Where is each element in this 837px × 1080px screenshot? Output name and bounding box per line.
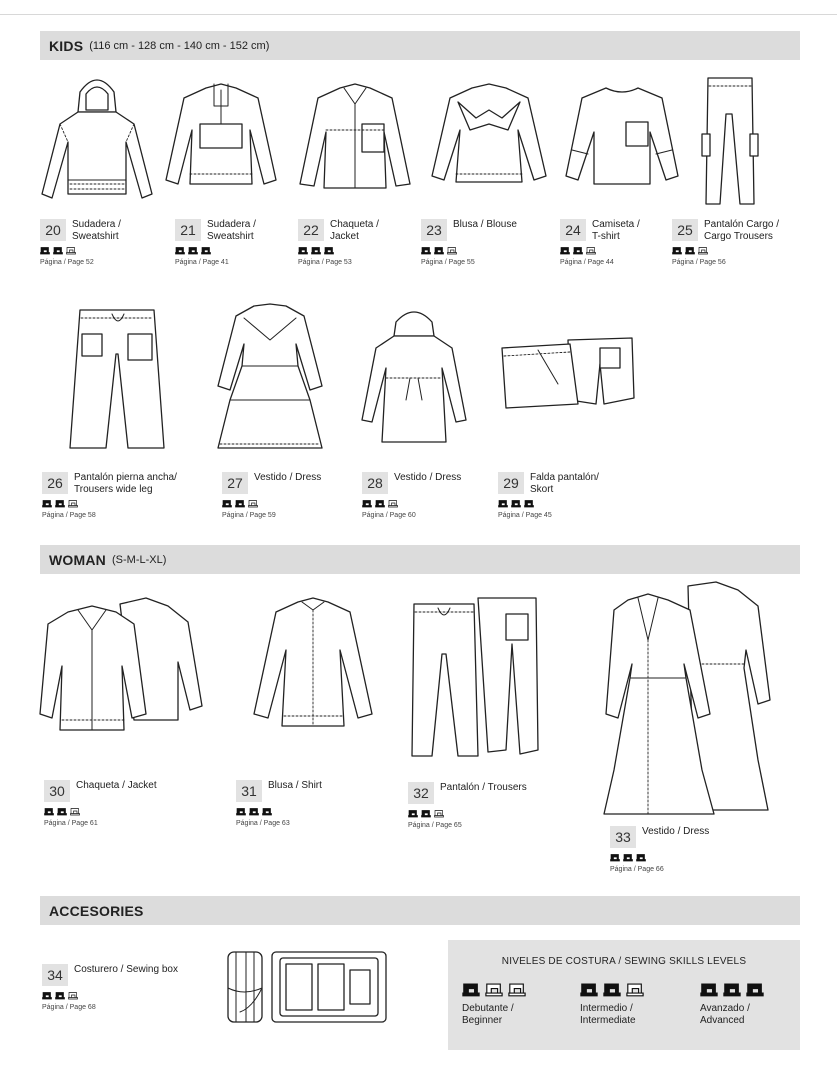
legend-title: NIVELES DE COSTURA / SEWING SKILLS LEVELS	[501, 956, 747, 967]
item-number: 33	[610, 826, 636, 848]
skill-level-icons	[362, 499, 398, 508]
sewing-machine-outline-icon	[698, 246, 708, 255]
item-name: Pantalón Cargo / Cargo Trousers	[704, 219, 780, 242]
item-number: 23	[421, 219, 447, 241]
legend-advanced	[700, 982, 764, 1027]
sewing-machine-filled-icon	[55, 499, 65, 508]
sewing-machine-filled-icon	[723, 982, 741, 997]
item-name: Sudadera / Sweatshirt	[72, 219, 121, 242]
item-name: Sudadera / Sweatshirt	[207, 219, 256, 242]
sewing-machine-filled-icon	[298, 246, 308, 255]
skill-level-icons	[610, 853, 646, 862]
section-title: KIDS	[49, 37, 84, 54]
skill-level-icons	[175, 246, 211, 255]
legend-label: Debutante / Beginner	[462, 1003, 514, 1026]
sewing-machine-filled-icon	[573, 246, 583, 255]
item-page: Página / Page 60	[362, 512, 416, 519]
skill-level-icons	[421, 246, 457, 255]
sewing-machine-filled-icon	[685, 246, 695, 255]
sewing-machine-filled-icon	[434, 246, 444, 255]
sewing-machine-filled-icon	[188, 246, 198, 255]
tiered-dress-sketch	[214, 300, 326, 457]
sewing-machine-filled-icon	[40, 246, 50, 255]
legend-intermediate	[580, 982, 644, 1027]
item-number: 26	[42, 472, 68, 494]
sewing-machine-filled-icon	[746, 982, 764, 997]
item-number: 22	[298, 219, 324, 241]
sewing-machine-filled-icon	[560, 246, 570, 255]
section-sizes: (S-M-L-XL)	[112, 553, 167, 566]
sewing-machine-outline-icon	[586, 246, 596, 255]
item-name: Pantalón / Trousers	[440, 782, 527, 793]
cargo-trousers-sketch	[700, 74, 760, 213]
sewing-machine-outline-icon	[434, 809, 444, 818]
sewing-machine-filled-icon	[57, 807, 67, 816]
anorak-sketch	[160, 80, 282, 200]
sewing-machine-outline-icon	[447, 246, 457, 255]
item-page: Página / Page 59	[222, 512, 276, 519]
tshirt-sketch	[562, 80, 682, 197]
item-number: 20	[40, 219, 66, 241]
wide-trousers-sketch	[66, 304, 168, 459]
item-page: Página / Page 52	[40, 259, 94, 266]
sewing-machine-filled-icon	[311, 246, 321, 255]
item-page: Página / Page 41	[175, 259, 229, 266]
item-number: 28	[362, 472, 388, 494]
section-accessories	[40, 896, 800, 925]
item-page: Página / Page 58	[42, 512, 96, 519]
sewing-machine-filled-icon	[236, 807, 246, 816]
skill-level-icons	[700, 982, 764, 997]
sewing-machine-filled-icon	[262, 807, 272, 816]
skill-level-icons	[298, 246, 334, 255]
item-number: 31	[236, 780, 262, 802]
sewing-machine-filled-icon	[623, 853, 633, 862]
skill-level-icons	[672, 246, 708, 255]
long-dress-sketch	[598, 580, 772, 823]
sewing-machine-filled-icon	[324, 246, 334, 255]
sewing-machine-filled-icon	[603, 982, 621, 997]
legend-label: Avanzado / Advanced	[700, 1003, 750, 1026]
sewing-machine-filled-icon	[375, 499, 385, 508]
skill-level-icons	[236, 807, 272, 816]
sewing-machine-filled-icon	[53, 246, 63, 255]
skill-level-icons	[40, 246, 76, 255]
sewing-machine-outline-icon	[485, 982, 503, 997]
item-page: Página / Page 65	[408, 822, 462, 829]
sewing-machine-filled-icon	[421, 246, 431, 255]
section-woman	[40, 545, 800, 574]
sewing-machine-outline-icon	[70, 807, 80, 816]
skill-level-icons	[222, 499, 258, 508]
sewing-machine-filled-icon	[42, 499, 52, 508]
item-name: Camiseta / T-shirt	[592, 219, 640, 242]
sewing-machine-filled-icon	[524, 499, 534, 508]
skill-level-icons	[42, 991, 78, 1000]
section-title: WOMAN	[49, 551, 106, 568]
jacket-sketch	[296, 80, 414, 200]
sewing-machine-filled-icon	[636, 853, 646, 862]
sewing-machine-filled-icon	[610, 853, 620, 862]
item-page: Página / Page 63	[236, 820, 290, 827]
item-page: Página / Page 45	[498, 512, 552, 519]
item-name: Chaqueta / Jacket	[76, 780, 157, 791]
item-name: Blusa / Shirt	[268, 780, 322, 791]
item-name: Vestido / Dress	[394, 472, 462, 483]
skort-sketch	[498, 334, 638, 419]
top-divider	[0, 14, 837, 15]
skill-levels-legend	[448, 940, 800, 1050]
sewing-machine-filled-icon	[672, 246, 682, 255]
sewing-machine-outline-icon	[68, 499, 78, 508]
sewing-machine-outline-icon	[248, 499, 258, 508]
item-number: 29	[498, 472, 524, 494]
item-page: Página / Page 68	[42, 1004, 96, 1011]
item-page: Página / Page 56	[672, 259, 726, 266]
item-page: Página / Page 44	[560, 259, 614, 266]
skill-level-icons	[44, 807, 80, 816]
sewing-machine-filled-icon	[201, 246, 211, 255]
item-number: 30	[44, 780, 70, 802]
skill-level-icons	[580, 982, 644, 997]
legend-beginner	[462, 982, 526, 1027]
sewing-machine-filled-icon	[511, 499, 521, 508]
sewing-machine-filled-icon	[44, 807, 54, 816]
section-title: ACCESORIES	[49, 902, 144, 919]
hooded-dress-sketch	[358, 308, 470, 453]
blouse-sketch	[428, 80, 550, 197]
item-page: Página / Page 55	[421, 259, 475, 266]
sewing-machine-filled-icon	[408, 809, 418, 818]
sewing-machine-outline-icon	[388, 499, 398, 508]
sewing-machine-filled-icon	[580, 982, 598, 997]
sewing-machine-filled-icon	[421, 809, 431, 818]
item-name: Blusa / Blouse	[453, 219, 517, 230]
item-name: Chaqueta / Jacket	[330, 219, 379, 242]
sewing-machine-filled-icon	[700, 982, 718, 997]
item-name: Vestido / Dress	[642, 826, 710, 837]
skill-level-icons	[560, 246, 596, 255]
sewing-machine-filled-icon	[362, 499, 372, 508]
item-number: 21	[175, 219, 201, 241]
sewing-machine-outline-icon	[626, 982, 644, 997]
item-name: Falda pantalón/ Skort	[530, 472, 599, 495]
skill-level-icons	[498, 499, 534, 508]
item-number: 34	[42, 964, 68, 986]
item-number: 27	[222, 472, 248, 494]
sewing-machine-filled-icon	[175, 246, 185, 255]
skill-level-icons	[408, 809, 444, 818]
sewing-machine-filled-icon	[462, 982, 480, 997]
sewing-machine-filled-icon	[222, 499, 232, 508]
skill-level-icons	[462, 982, 526, 997]
woman-jacket-sketch	[38, 596, 206, 745]
sewing-box-sketch	[222, 948, 390, 1035]
sewing-machine-filled-icon	[235, 499, 245, 508]
item-page: Página / Page 61	[44, 820, 98, 827]
sewing-machine-outline-icon	[508, 982, 526, 997]
item-name: Costurero / Sewing box	[74, 964, 178, 975]
hoodie-sketch	[38, 72, 156, 215]
woman-trousers-sketch	[408, 594, 542, 771]
sewing-machine-filled-icon	[55, 991, 65, 1000]
item-number: 25	[672, 219, 698, 241]
sewing-machine-outline-icon	[66, 246, 76, 255]
section-sizes: (116 cm - 128 cm - 140 cm - 152 cm)	[89, 39, 270, 52]
sewing-machine-filled-icon	[498, 499, 508, 508]
item-name: Vestido / Dress	[254, 472, 322, 483]
sewing-machine-outline-icon	[68, 991, 78, 1000]
item-number: 24	[560, 219, 586, 241]
skill-level-icons	[42, 499, 78, 508]
sewing-machine-filled-icon	[42, 991, 52, 1000]
section-kids	[40, 31, 800, 60]
item-name: Pantalón pierna ancha/ Trousers wide leg	[74, 472, 177, 495]
item-page: Página / Page 66	[610, 866, 664, 873]
sewing-machine-filled-icon	[249, 807, 259, 816]
item-number: 32	[408, 782, 434, 804]
legend-label: Intermedio / Intermediate	[580, 1003, 636, 1026]
item-page: Página / Page 53	[298, 259, 352, 266]
shirt-sketch	[250, 596, 376, 737]
